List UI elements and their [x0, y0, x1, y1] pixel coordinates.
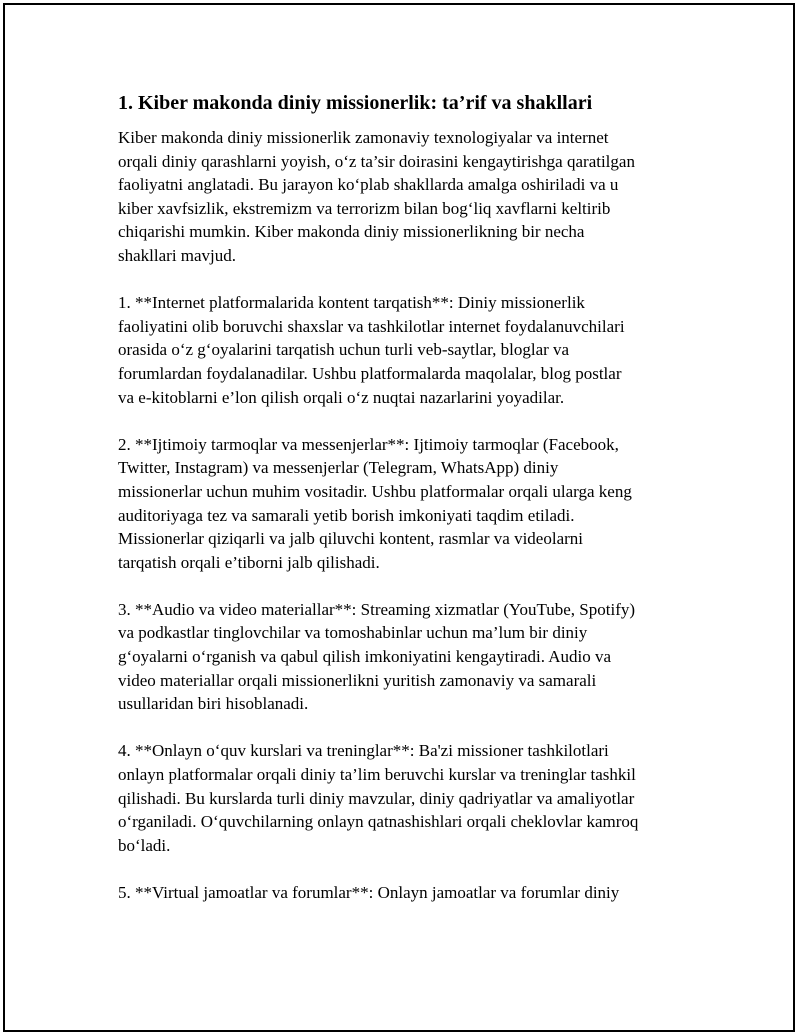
paragraph-line: Kiber makonda diniy missionerlik zamonaviy texnologiyalar va internet	[118, 128, 609, 147]
paragraph-line: Missionerlar qiziqarli va jalb qiluvchi kontent, rasmlar va videolarni	[118, 529, 584, 549]
paragraph-line: usullaridan biri hisoblanadi.	[118, 694, 309, 714]
paragraph-line: bo‘ladi.	[118, 835, 171, 855]
paragraph-line: onlayn platformalar orqali diniy ta’lim beruvchi kurslar va treninglar tashkil	[118, 765, 636, 785]
paragraph-line: chiqarishi mumkin. Kiber makonda diniy missionerlikning bir necha	[118, 222, 585, 242]
paragraph-line: shakllari mavjud.	[118, 245, 237, 265]
paragraph-line: 5. **Virtual jamoatlar va forumlar**: Onlayn jamoatlar va forumlar diniy	[118, 883, 620, 902]
paragraph-line: o‘rganiladi. O‘quvchilarning onlayn qatnashishlari orqali cheklovlar kamroq	[118, 812, 639, 832]
paragraph-line: 3. **Audio va video materiallar**: Streaming xizmatlar (YouTube, Spotify)	[118, 599, 636, 619]
paragraph-line: kiber xavfsizlik, ekstremizm va terrorizm bilan bog‘liq xavflarni keltirib	[118, 198, 611, 218]
paragraph-line: g‘oyalarni o‘rganish va qabul qilish imkoniyatini kengaytiradi. Audio va	[118, 647, 612, 667]
section-heading: 1. Kiber makonda diniy missionerlik: ta’rif va shakllari	[118, 92, 593, 114]
paragraph-line: va podkastlar tinglovchilar va tomoshabinlar uchun ma’lum bir diniy	[118, 623, 588, 643]
paragraph	[118, 126, 698, 268]
paragraph	[118, 739, 698, 857]
paragraph-line: 1. **Internet platformalarida kontent tarqatish**: Diniy missionerlik	[118, 293, 585, 313]
paragraph-line: va e-kitoblarni e’lon qilish orqali o‘z nuqtai nazarlarini yoyadilar.	[118, 387, 565, 407]
paragraph-line: faoliyatni anglatadi. Bu jarayon ko‘plab shakllarda amalga oshiriladi va u	[118, 175, 619, 195]
paragraph-line: missionerlar uchun muhim vositadir. Ushbu platformalar orqali ularga keng	[118, 481, 632, 501]
paragraph-line: 4. **Onlayn o‘quv kurslari va treninglar**: Ba'zi missioner tashkilotlari	[118, 741, 609, 761]
paragraph	[118, 598, 698, 716]
paragraph-line: qilishadi. Bu kurslarda turli diniy mavzular, diniy qadriyatlar va amaliyotlar	[118, 788, 635, 808]
paragraph-line: 2. **Ijtimoiy tarmoqlar va messenjerlar**: Ijtimoiy tarmoqlar (Facebook,	[118, 434, 619, 454]
paragraph	[118, 291, 698, 409]
paragraph-line: orqali diniy qarashlarni yoyish, o‘z ta’sir doirasini kengaytirishga qaratilgan	[118, 151, 635, 171]
paragraph-line: video materiallar orqali missionerlikni yuritish zamonaviy va samarali	[118, 670, 597, 690]
paragraph-line: forumlardan foydalanadilar. Ushbu platformalarda maqolalar, blog postlar	[118, 363, 622, 383]
paragraph-line: auditoriyaga tez va samarali yetib borish imkoniyati taqdim etiladi.	[118, 505, 575, 525]
paragraph	[118, 881, 698, 905]
paragraph-line: orasida o‘z g‘oyalarini tarqatish uchun turli veb-saytlar, bloglar va	[118, 340, 570, 360]
document-body	[118, 90, 698, 928]
paragraph-list	[118, 126, 698, 905]
paragraph-line: faoliyatini olib boruvchi shaxslar va tashkilotlar internet foydalanuvchilari	[118, 316, 625, 336]
paragraph-line: Twitter, Instagram) va messenjerlar (Telegram, WhatsApp) diniy	[118, 458, 559, 478]
paragraph-line: tarqatish orqali e’tiborni jalb qilishadi.	[118, 552, 380, 572]
paragraph	[118, 433, 698, 575]
